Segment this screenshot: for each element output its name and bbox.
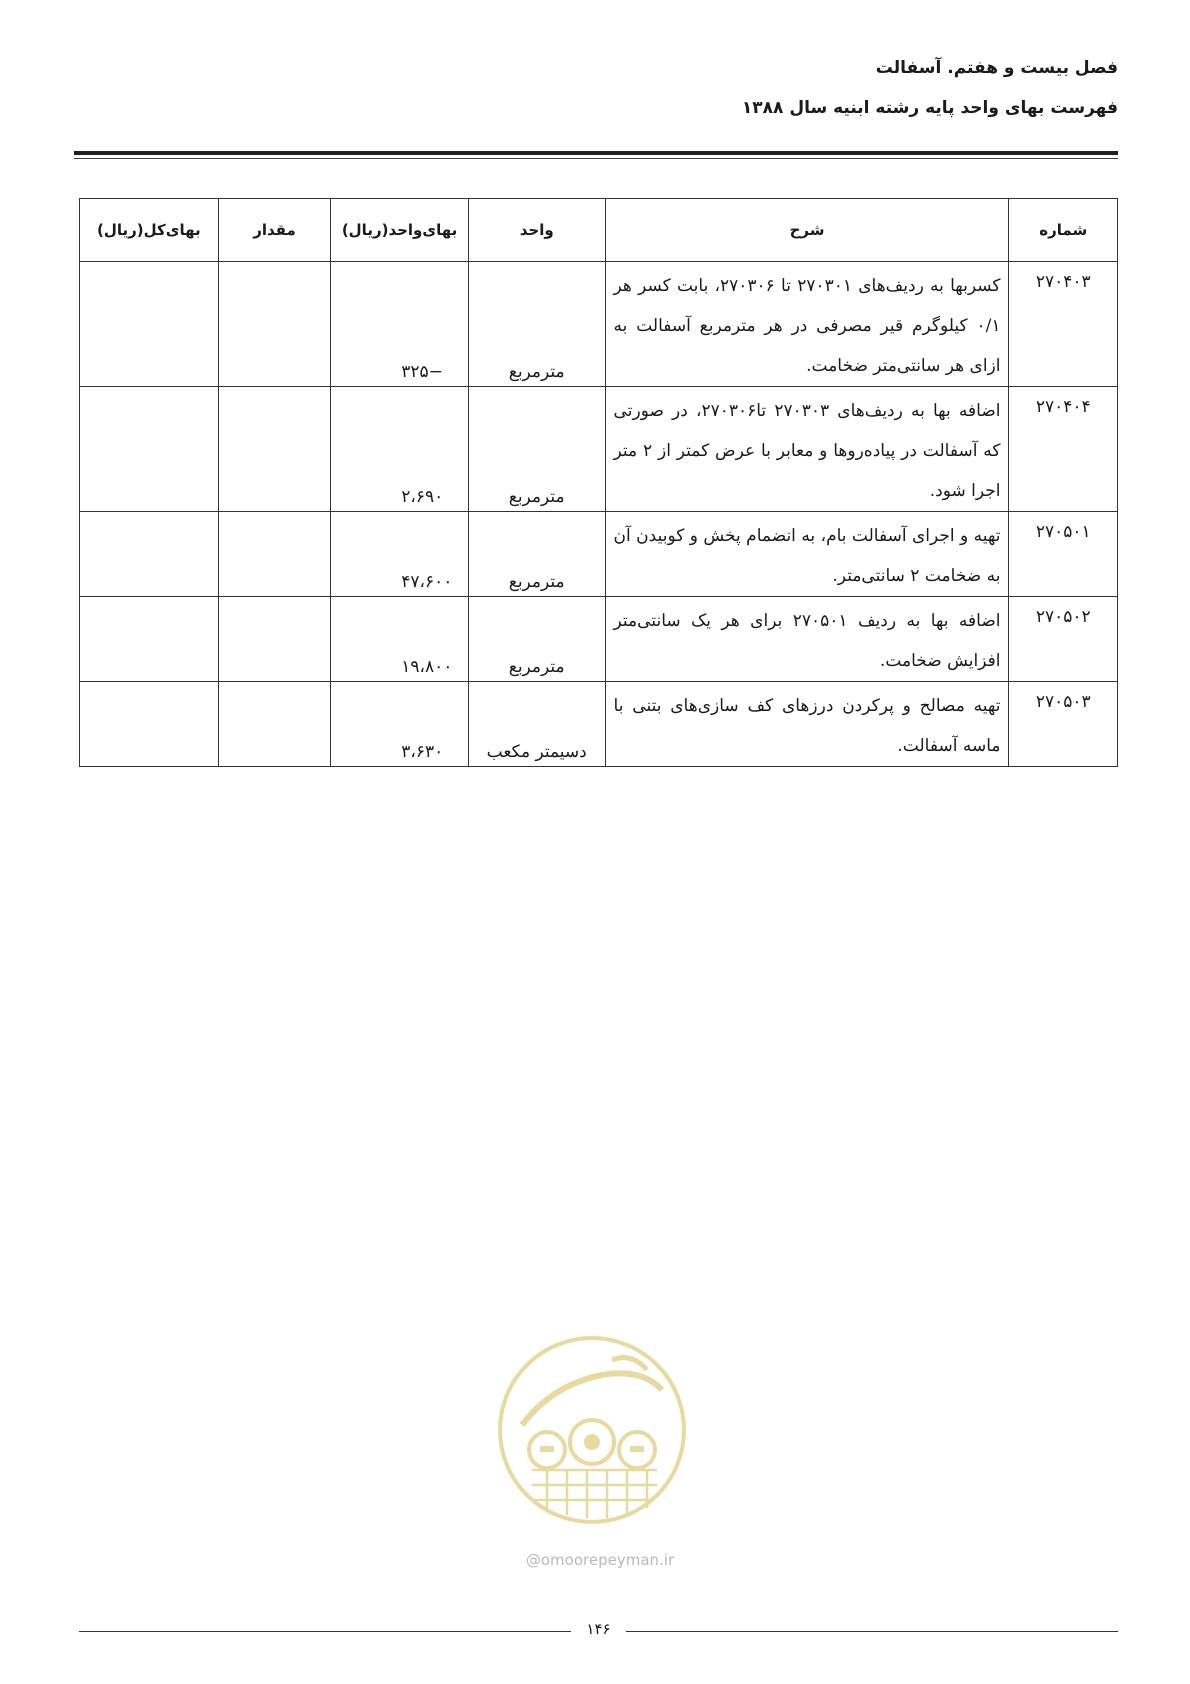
chapter-title: فصل بیست و هفتم. آسفالت	[875, 58, 1118, 78]
header-rule-thin	[74, 158, 1118, 159]
row-unit-price: ۳،۶۳۰	[331, 682, 469, 767]
row-unit-price: −۳۲۵	[331, 262, 469, 387]
row-description: اضافه بها به ردیف ۲۷۰۵۰۱ برای هر یک سانتی‌متر افزایش ضخامت.	[605, 597, 1009, 682]
row-total	[80, 512, 219, 597]
row-description: تهیه مصالح و پرکردن درزهای کف سازی‌های بتنی با ماسه آسفالت.	[605, 682, 1009, 767]
table-row	[80, 597, 1118, 682]
header-description: شرح	[605, 199, 1009, 262]
row-description: اضافه بها به ردیف‌های ۲۷۰۳۰۳ تا۲۷۰۳۰۶، در صورتی که آسفالت در پیاده‌روها و معابر با عرض کمتر از ۲ متر اجرا شود.	[605, 387, 1009, 512]
document-subtitle: فهرست بهای واحد پایه رشته ابنیه سال ۱۳۸۸	[741, 98, 1118, 118]
row-total	[80, 262, 219, 387]
row-number: ۲۷۰۴۰۴	[1009, 387, 1118, 512]
row-quantity	[218, 512, 331, 597]
row-number: ۲۷۰۵۰۱	[1009, 512, 1118, 597]
row-description: کسربها به ردیف‌های ۲۷۰۳۰۱ تا ۲۷۰۳۰۶، بابت کسر هر ۰/۱ کیلوگرم قیر مصرفی در هر مترمربع آسفالت به ازای هر سانتی‌متر ضخامت.	[605, 262, 1009, 387]
table-header-row	[80, 199, 1118, 262]
row-quantity	[218, 597, 331, 682]
row-total	[80, 597, 219, 682]
header-total-price: بهای‌کل(ریال)	[80, 199, 219, 262]
row-number: ۲۷۰۵۰۳	[1009, 682, 1118, 767]
row-unit-price: ۱۹،۸۰۰	[331, 597, 469, 682]
row-number: ۲۷۰۵۰۲	[1009, 597, 1118, 682]
row-unit: مترمربع	[468, 597, 605, 682]
row-total	[80, 387, 219, 512]
row-unit: مترمربع	[468, 262, 605, 387]
row-unit-price: ۲،۶۹۰	[331, 387, 469, 512]
row-unit: مترمربع	[468, 387, 605, 512]
table-row	[80, 262, 1118, 387]
header-number: شماره	[1009, 199, 1118, 262]
row-unit: مترمربع	[468, 512, 605, 597]
row-quantity	[218, 262, 331, 387]
header-quantity: مقدار	[218, 199, 331, 262]
row-number: ۲۷۰۴۰۳	[1009, 262, 1118, 387]
row-unit-price: ۴۷،۶۰۰	[331, 512, 469, 597]
header-unit: واحد	[468, 199, 605, 262]
table-row	[80, 387, 1118, 512]
row-unit: دسیمتر مکعب	[468, 682, 605, 767]
row-total	[80, 682, 219, 767]
header-rule-thick	[74, 151, 1118, 155]
watermark-text: @omoorepeyman.ir	[525, 1551, 675, 1569]
page-number: ۱۴۶	[586, 1620, 611, 1638]
row-quantity	[218, 387, 331, 512]
page-header	[742, 58, 1118, 118]
omoorepeyman-seal-icon	[492, 1330, 692, 1530]
price-table	[79, 198, 1118, 767]
row-quantity	[218, 682, 331, 767]
page-footer	[79, 1620, 1118, 1642]
header-unit-price: بهای‌واحد(ریال)	[331, 199, 469, 262]
row-description: تهیه و اجرای آسفالت بام، به انضمام پخش و کوبیدن آن به ضخامت ۲ سانتی‌متر.	[605, 512, 1009, 597]
table-row	[80, 682, 1118, 767]
table-row	[80, 512, 1118, 597]
